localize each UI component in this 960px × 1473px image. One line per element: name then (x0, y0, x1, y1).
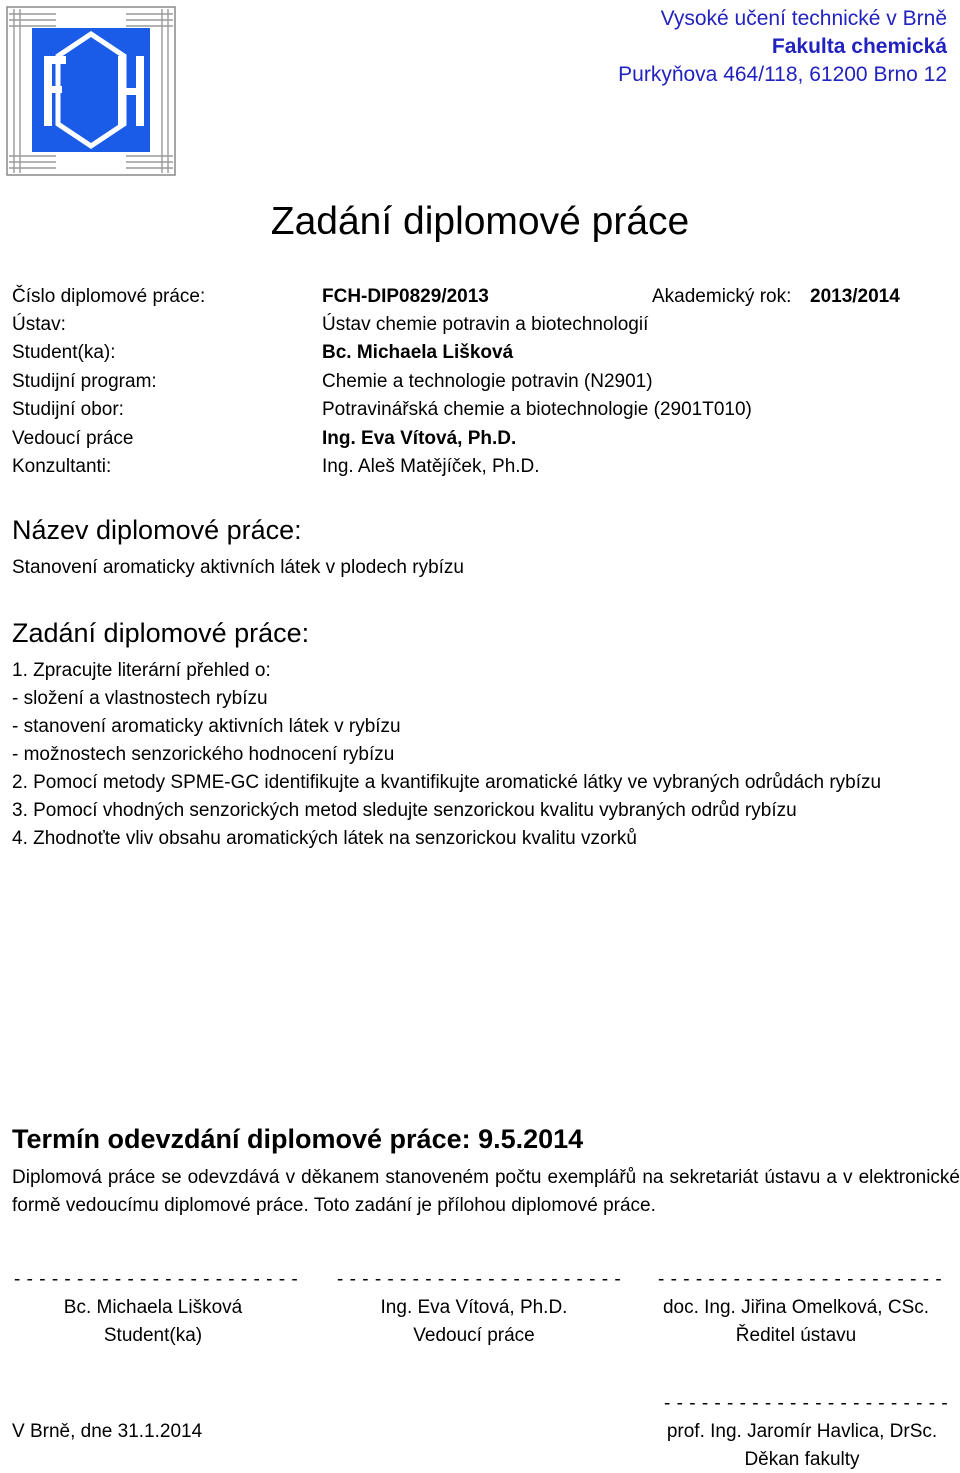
page-title: Zadání diplomové práce (270, 200, 690, 243)
signature-line-supervisor: - - - - - - - - - - - - - - - - - - - - - - - (337, 1269, 622, 1290)
signature-name-director: doc. Ing. Jiřina Omelková, CSc. (662, 1297, 930, 1318)
signature-line-dean: - - - - - - - - - - - - - - - - - - - - - - - (664, 1393, 949, 1414)
institution-name: Vysoké učení technické v Brně (660, 7, 947, 30)
student-value: Bc. Michaela Lišková (322, 342, 514, 363)
submission-note: Diplomová práce se odevzdává v děkanem stanoveném počtu exemplářů na sekretariát ústavu a v elektronické formě vedoucímu diplomové práce. Toto zadání je přílohou diplomové práce. (12, 1167, 960, 1216)
faculty-logo (6, 6, 176, 176)
assignment-line: 1. Zpracujte literární přehled o: (12, 660, 271, 681)
program-label: Studijní program: (12, 371, 157, 392)
supervisor-value: Ing. Eva Vítová, Ph.D. (322, 428, 517, 449)
signature-name-dean: prof. Ing. Jaromír Havlica, DrSc. (666, 1421, 938, 1442)
consultant-label: Konzultanti: (12, 456, 112, 477)
faculty-name: Fakulta chemická (771, 35, 947, 58)
department-label: Ústav: (12, 314, 66, 335)
signature-role-dean: Děkan fakulty (744, 1449, 860, 1470)
assignment-line: 2. Pomocí metody SPME-GC identifikujte a kvantifikujte aromatické látky ve vybraných odrůdách rybízu (12, 772, 882, 793)
institution-address: Purkyňova 464/118, 61200 Brno 12 (618, 63, 947, 86)
thesis-title-heading: Název diplomové práce: (12, 515, 302, 545)
academic-year-value: 2013/2014 (810, 286, 900, 307)
field-value: Potravinářská chemie a biotechnologie (2901T010) (322, 399, 752, 420)
academic-year-label: Akademický rok: (652, 286, 792, 307)
signature-role-supervisor: Vedoucí práce (413, 1325, 535, 1346)
assignment-line: - stanovení aromaticky aktivních látek v rybízu (12, 716, 401, 737)
field-label: Studijní obor: (12, 399, 124, 420)
signature-role-director: Ředitel ústavu (735, 1325, 857, 1346)
signature-role-student: Student(ka) (103, 1325, 203, 1346)
thesis-title: Stanovení aromaticky aktivních látek v plodech rybízu (12, 557, 465, 578)
student-label: Student(ka): (12, 342, 116, 363)
supervisor-label: Vedoucí práce (12, 428, 134, 449)
assignment-line: 4. Zhodnoťte vliv obsahu aromatických látek na senzorickou kvalitu vzorků (12, 828, 637, 849)
consultant-value: Ing. Aleš Matějíček, Ph.D. (322, 456, 540, 477)
program-value: Chemie a technologie potravin (N2901) (322, 371, 653, 392)
signature-line-student: - - - - - - - - - - - - - - - - - - - - - - - (14, 1269, 299, 1290)
assignment-line: - možnostech senzorického hodnocení rybízu (12, 744, 395, 765)
submission-deadline: Termín odevzdání diplomové práce: 9.5.2014 (12, 1124, 584, 1154)
signature-line-director: - - - - - - - - - - - - - - - - - - - - - - - (658, 1269, 943, 1290)
thesis-number-label: Číslo diplomové práce: (12, 286, 206, 307)
assignment-line: 3. Pomocí vhodných senzorických metod sledujte senzorickou kvalitu vybraných odrůd rybízu (12, 800, 797, 821)
thesis-number-value: FCH-DIP0829/2013 (322, 286, 489, 307)
signature-name-student: Bc. Michaela Lišková (63, 1297, 243, 1318)
department-value: Ústav chemie potravin a biotechnologií (322, 314, 649, 335)
place-date: V Brně, dne 31.1.2014 (12, 1421, 203, 1442)
signature-name-supervisor: Ing. Eva Vítová, Ph.D. (380, 1297, 568, 1318)
assignment-heading: Zadání diplomové práce: (12, 618, 310, 648)
assignment-line: - složení a vlastnostech rybízu (12, 688, 268, 709)
